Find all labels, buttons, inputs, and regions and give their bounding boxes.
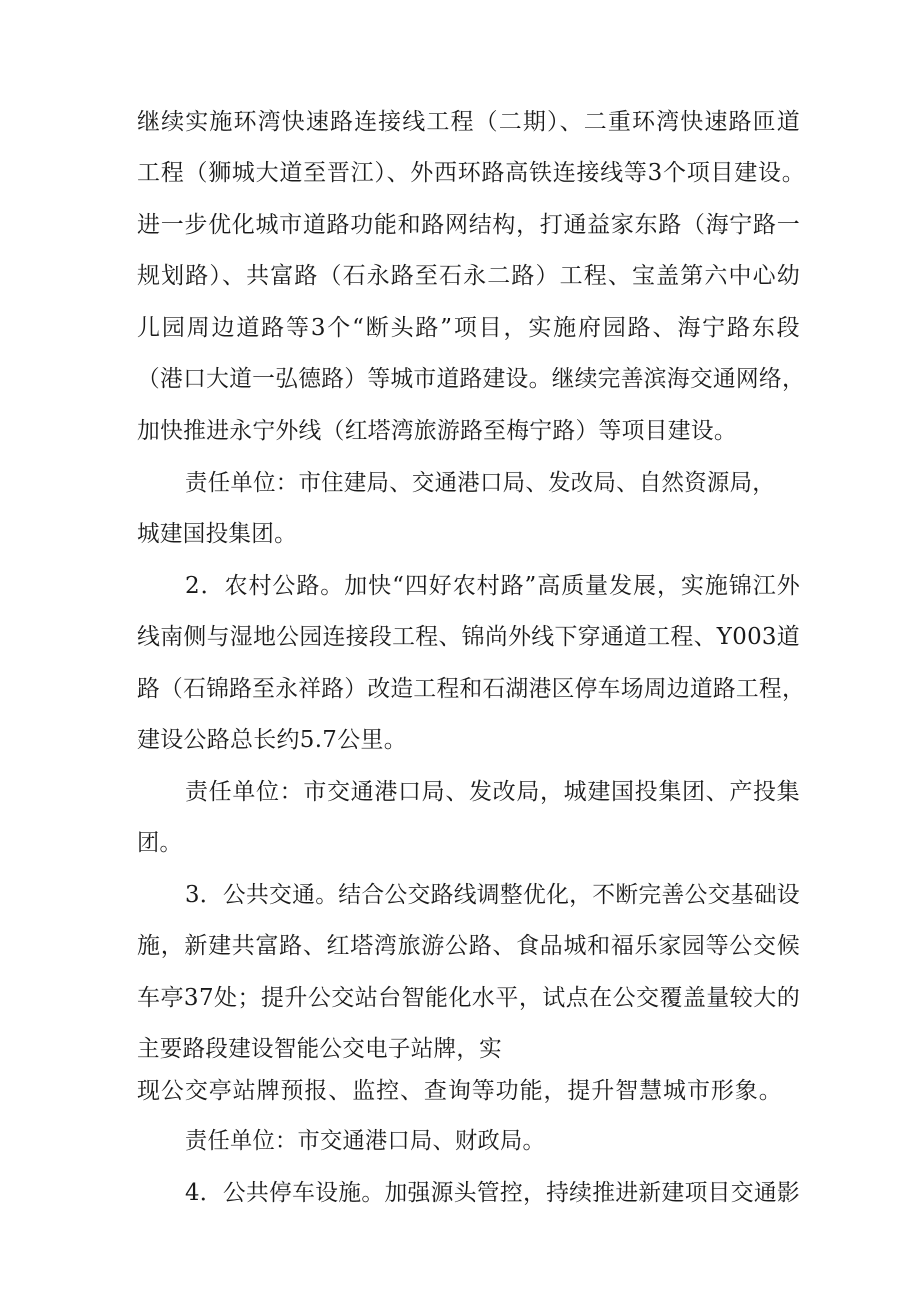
text-line: 施，新建共富路、红塔湾旅游公路、食品城和福乐家园等公交候: [137, 933, 801, 959]
text-line: 路（石锦路至永祥路）改造工程和石湖港区停车场周边道路工程，: [137, 676, 805, 702]
text-line: 主要路段建设智能公交电子站牌，实: [137, 1036, 502, 1062]
text-line: 现公交亭站牌预报、监控、查询等功能，提升智慧城市形象。: [137, 1078, 783, 1104]
text-line: 团。: [137, 830, 182, 856]
text-line: 责任单位：市住建局、交通港口局、发改局、自然资源局，: [185, 470, 775, 496]
text-line: 继续实施环湾快速路连接线工程（二期）、二重环湾快速路匝道: [137, 109, 801, 135]
text-line: 加快推进永宁外线（红塔湾旅游路至梅宁路）等项目建设。: [137, 418, 737, 444]
text-line: 建设公路总长约5.7公里。: [137, 727, 407, 753]
text-line: 城建国投集团。: [137, 521, 297, 547]
text-line: 规划路）、共富路（石永路至石永二路）工程、宝盖第六中心幼: [137, 263, 801, 289]
text-line: 工程（狮城大道至晋江）、外西环路高铁连接线等3个项目建设。: [137, 160, 806, 186]
text-line: 责任单位：市交通港口局、财政局。: [185, 1128, 545, 1154]
text-line: 进一步优化城市道路功能和路网结构，打通益家东路（海宁路一: [137, 212, 801, 238]
text-line: 3．公共交通。结合公交路线调整优化，不断完善公交基础设: [185, 882, 800, 908]
text-line: 线南侧与湿地公园连接段工程、锦尚外线下穿通道工程、Y003道: [137, 624, 800, 650]
text-line: 4．公共停车设施。加强源头管控，持续推进新建项目交通影: [185, 1180, 800, 1206]
text-line: （港口大道一弘德路）等城市道路建设。继续完善滨海交通网络，: [137, 366, 805, 392]
text-line: 2．农村公路。加快“四好农村路”高质量发展，实施锦江外: [185, 573, 801, 599]
text-line: 责任单位：市交通港口局、发改局，城建国投集团、产投集: [185, 779, 801, 805]
text-line: 车亭37处；提升公交站台智能化水平，试点在公交覆盖量较大的: [137, 985, 801, 1011]
text-line: 儿园周边道路等3个“断头路”项目，实施府园路、海宁路东段: [137, 315, 802, 341]
